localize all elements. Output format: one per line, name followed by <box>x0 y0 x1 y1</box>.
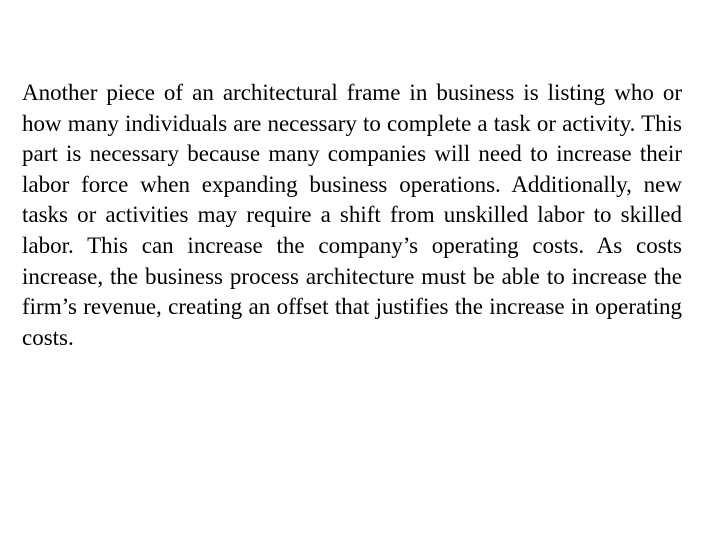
body-paragraph: Another piece of an architectural frame in business is listing who or how many individuals are necessary to complete a task or activity. This part is necessary because many companies will need to increase their labor force when expanding business operations. Additionally, new tasks or activities may require a shift from unskilled labor to skilled labor. This can increase the company’s operating costs. As costs increase, the business process architecture must be able to increase the firm’s revenue, creating an offset that justifies the increase in operating costs. <box>22 80 682 350</box>
